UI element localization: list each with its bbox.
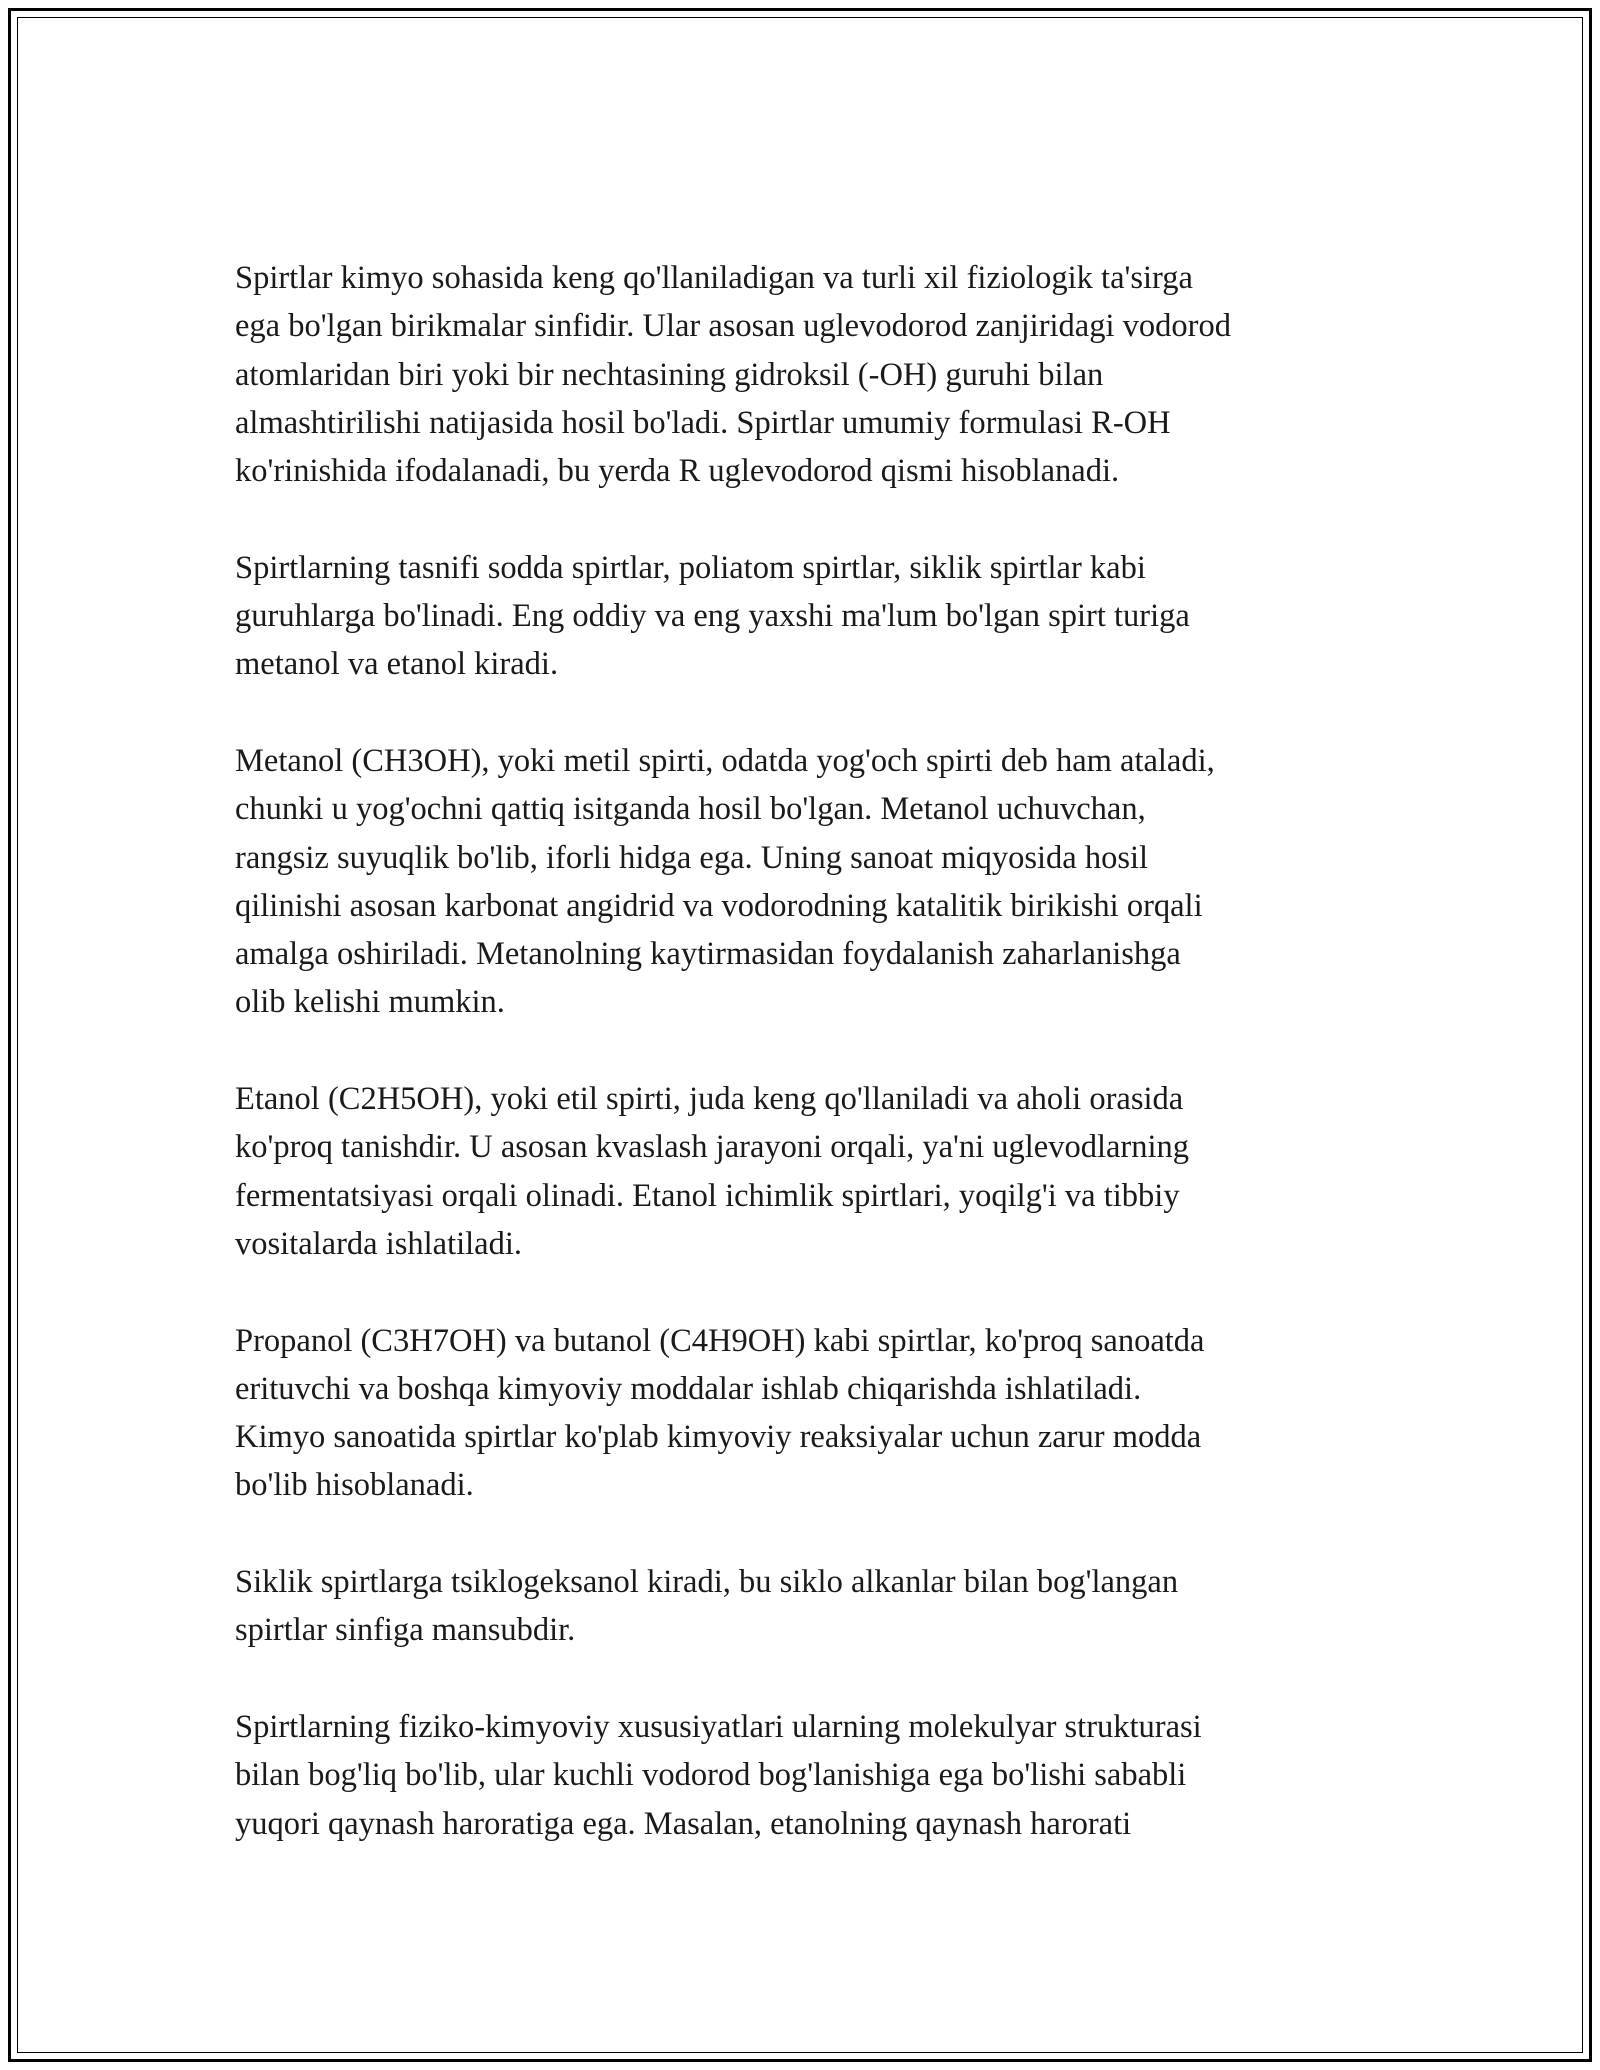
text-line: amalga oshiriladi. Metanolning kaytirmasidan foydalanish zaharlanishga	[235, 936, 1181, 973]
paragraph-3	[235, 737, 1385, 1027]
text-line: Propanol (C3H7OH) va butanol (C4H9OH) kabi spirtlar, ko'proq sanoatda	[235, 1322, 1205, 1359]
text-line: erituvchi va boshqa kimyoviy moddalar ishlab chiqarishda ishlatiladi.	[235, 1370, 1142, 1407]
paragraph-6	[235, 1558, 1385, 1655]
text-line: fermentatsiyasi orqali olinadi. Etanol ichimlik spirtlari, yoqilg'i va tibbiy	[235, 1177, 1180, 1214]
text-line: Metanol (CH3OH), yoki metil spirti, odatda yog'och spirti deb ham ataladi,	[235, 742, 1215, 779]
paragraph-7	[235, 1703, 1385, 1848]
text-line: Kimyo sanoatida spirtlar ko'plab kimyoviy reaksiyalar uchun zarur modda	[235, 1419, 1202, 1456]
paragraph-2	[235, 544, 1385, 689]
paragraph-4	[235, 1075, 1385, 1268]
text-line: bo'lib hisoblanadi.	[235, 1467, 474, 1504]
text-line: spirtlar sinfiga mansubdir.	[235, 1612, 576, 1649]
text-line: bilan bog'liq bo'lib, ular kuchli vodorod bog'lanishiga ega bo'lishi sababli	[235, 1757, 1187, 1794]
text-line: almashtirilishi natijasida hosil bo'ladi. Spirtlar umumiy formulasi R-OH	[235, 404, 1171, 441]
document-body	[235, 254, 1385, 1896]
text-line: ega bo'lgan birikmalar sinfidir. Ular asosan uglevodorod zanjiridagi vodorod	[235, 308, 1231, 345]
text-line: atomlaridan biri yoki bir nechtasining gidroksil (-OH) guruhi bilan	[235, 356, 1104, 393]
text-line: guruhlarga bo'linadi. Eng oddiy va eng yaxshi ma'lum bo'lgan spirt turiga	[235, 598, 1190, 635]
text-line: Spirtlarning fiziko-kimyoviy xususiyatlari ularning molekulyar strukturasi	[235, 1708, 1202, 1745]
text-line: ko'proq tanishdir. U asosan kvaslash jarayoni orqali, ya'ni uglevodlarning	[235, 1129, 1190, 1166]
text-line: rangsiz suyuqlik bo'lib, iforli hidga ega. Uning sanoat miqyosida hosil	[235, 839, 1149, 876]
text-line: metanol va etanol kiradi.	[235, 646, 559, 683]
text-line: olib kelishi mumkin.	[235, 984, 505, 1021]
text-line: Spirtlar kimyo sohasida keng qo'llaniladigan va turli xil fiziologik ta'sirga	[235, 260, 1193, 296]
text-line: yuqori qaynash haroratiga ega. Masalan, etanolning qaynash harorati	[235, 1805, 1132, 1842]
paragraph-1	[235, 254, 1385, 495]
text-line: Spirtlarning tasnifi sodda spirtlar, poliatom spirtlar, siklik spirtlar kabi	[235, 549, 1146, 586]
text-line: ko'rinishida ifodalanadi, bu yerda R uglevodorod qismi hisoblanadi.	[235, 453, 1120, 490]
text-line: chunki u yog'ochni qattiq isitganda hosil bo'lgan. Metanol uchuvchan,	[235, 791, 1146, 828]
text-line: Etanol (C2H5OH), yoki etil spirti, juda keng qo'llaniladi va aholi orasida	[235, 1081, 1184, 1118]
text-line: Siklik spirtlarga tsiklogeksanol kiradi, bu siklo alkanlar bilan bog'langan	[235, 1564, 1179, 1601]
paragraph-5	[235, 1317, 1385, 1510]
text-line: qilinishi asosan karbonat angidrid va vodorodning katalitik birikishi orqali	[235, 887, 1203, 924]
text-line: vositalarda ishlatiladi.	[235, 1225, 523, 1262]
